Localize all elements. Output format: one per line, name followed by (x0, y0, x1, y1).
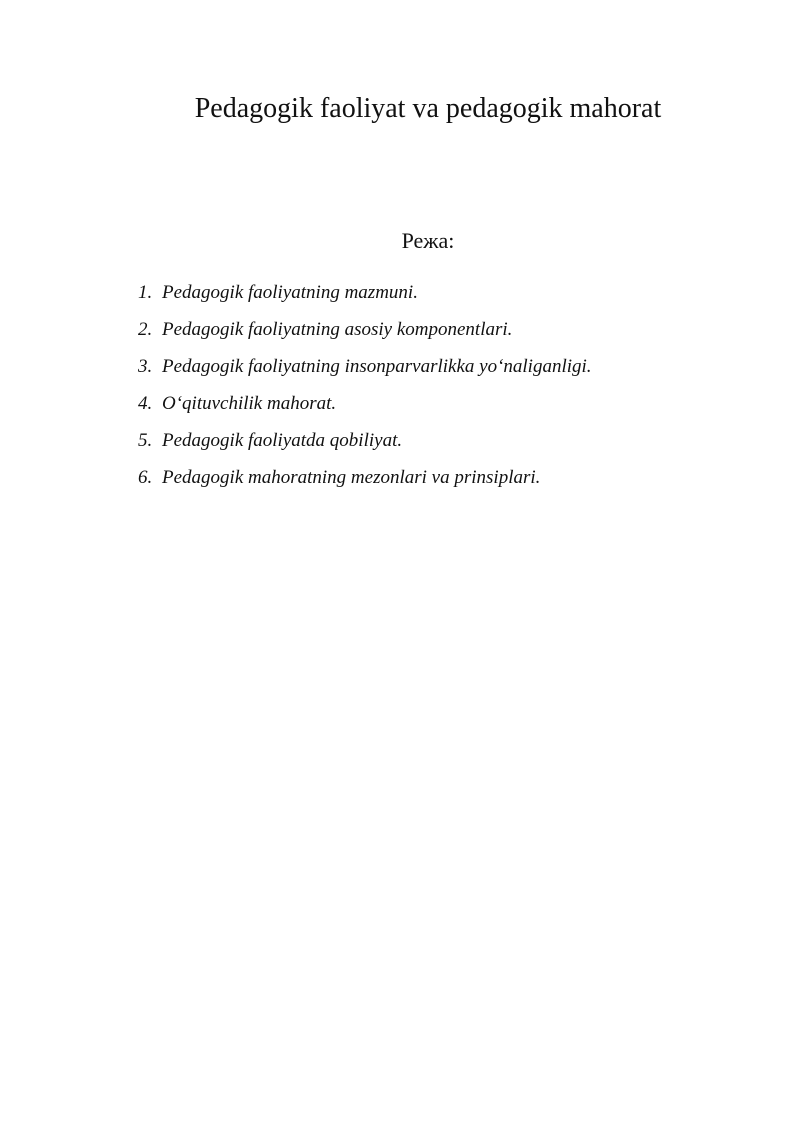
plan-item-text: Pedagogik mahoratning mezonlari va prinsiplari. (162, 467, 541, 488)
plan-item-text: Pedagogik faoliyatning insonparvarlikka yo‘naliganligi. (162, 356, 592, 377)
plan-item-text: Pedagogik faoliyatning mazmuni. (162, 282, 418, 303)
plan-item-text: Pedagogik faoliyatning asosiy komponentlari. (162, 319, 513, 340)
plan-list (138, 274, 778, 496)
plan-item-text: O‘qituvchilik mahorat. (162, 393, 337, 414)
document-title: Pedagogik faoliyat va pedagogik mahorat (194, 93, 662, 124)
plan-heading: Режа: (401, 228, 455, 253)
plan-item-4 (138, 385, 778, 422)
plan-item-3 (138, 348, 778, 385)
plan-item-text: Pedagogik faoliyatda qobiliyat. (162, 430, 403, 451)
plan-item-number: 2. (138, 319, 153, 340)
plan-item-2 (138, 311, 778, 348)
plan-item-number: 3. (138, 356, 153, 377)
plan-item-number: 6. (138, 467, 153, 488)
plan-item-number: 1. (138, 282, 153, 303)
plan-item-5 (138, 422, 778, 459)
plan-item-number: 5. (138, 430, 153, 451)
plan-item-number: 4. (138, 393, 153, 414)
plan-item-1 (138, 274, 778, 311)
plan-item-6 (138, 459, 778, 496)
